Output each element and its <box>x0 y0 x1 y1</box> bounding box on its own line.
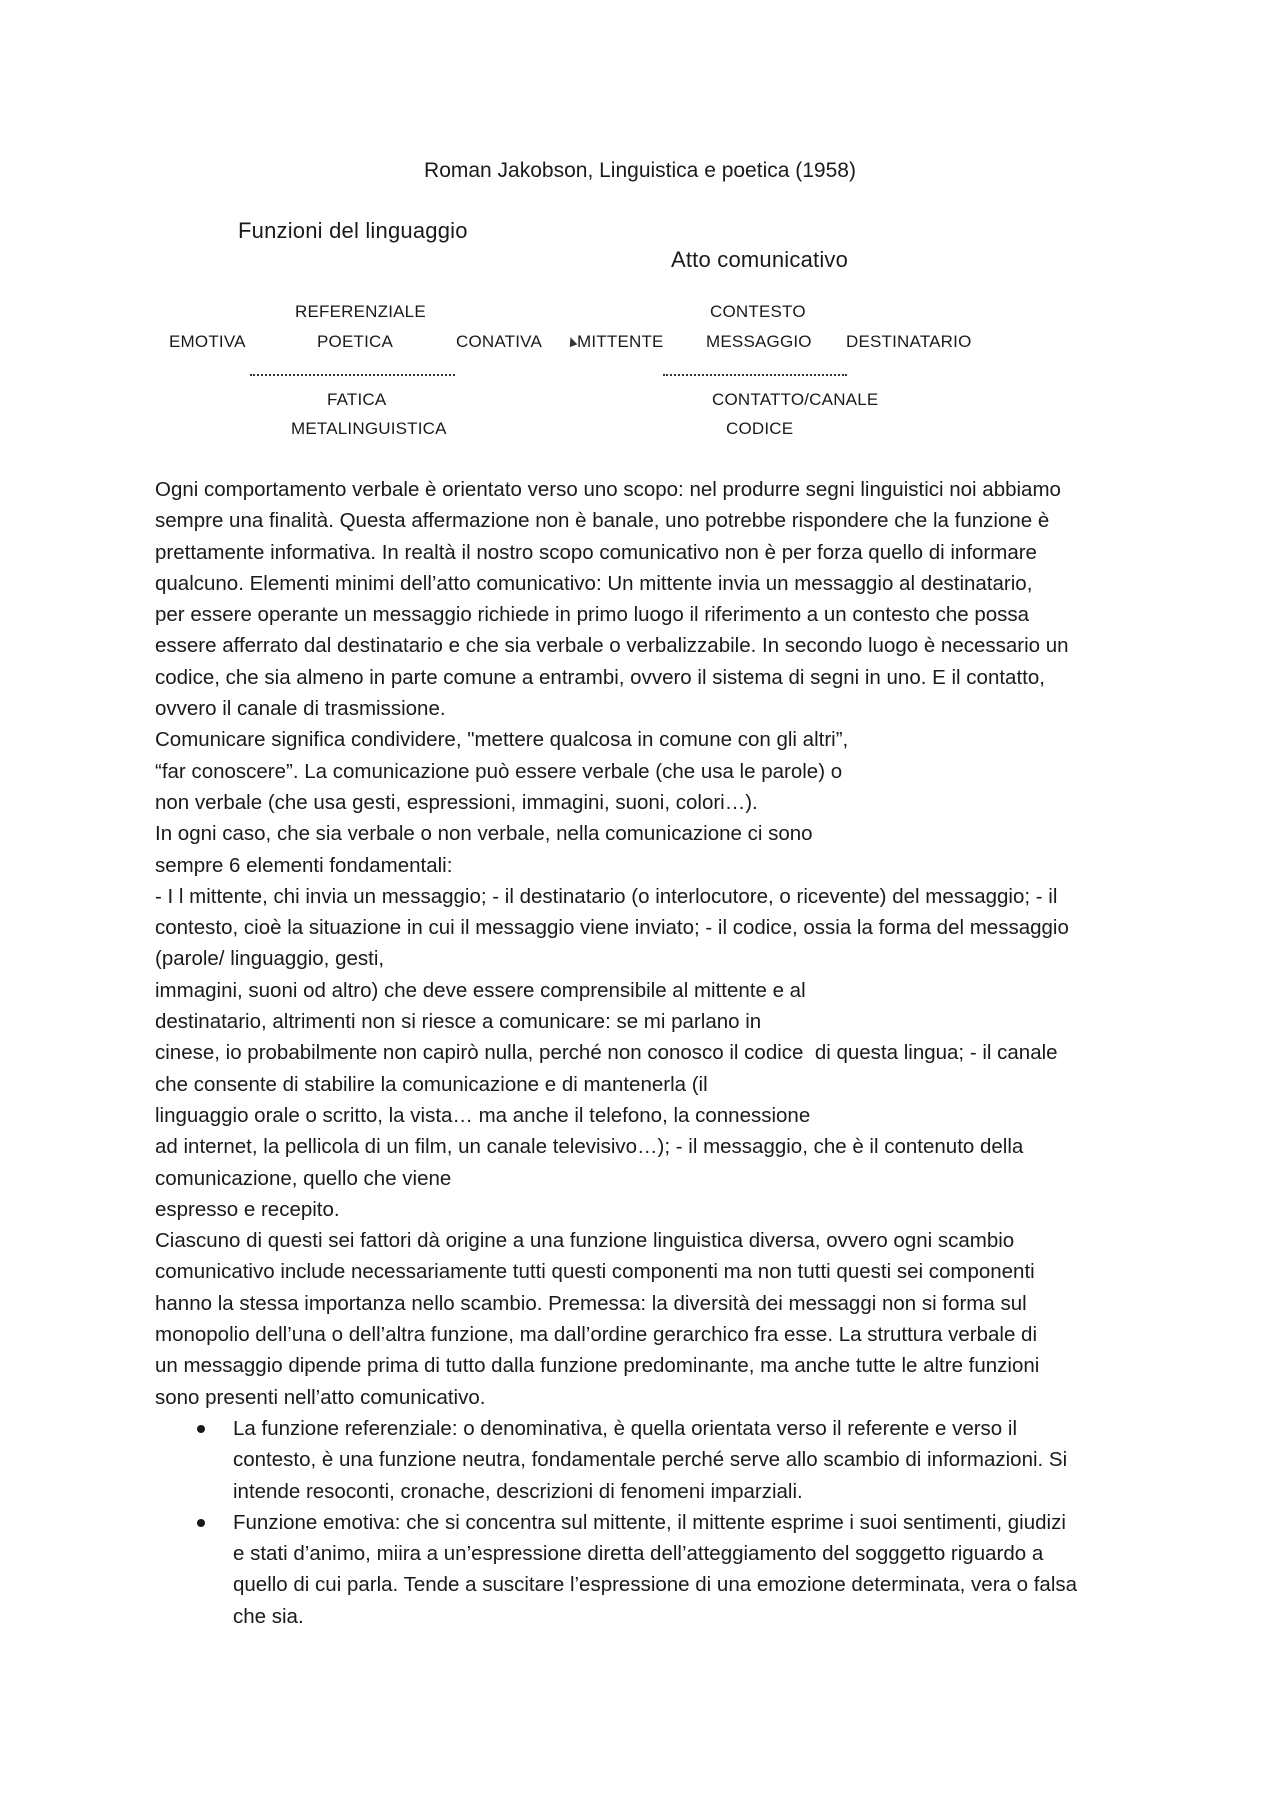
bullet-line: quello di cui parla. Tende a suscitare l’espressione di una emozione determinata, vera o falsa <box>233 1573 1078 1597</box>
body-text <box>155 474 1140 1632</box>
factor-destinatario: DESTINATARIO <box>846 332 972 351</box>
act-heading: Atto comunicativo <box>671 247 849 272</box>
body-line: “far conoscere”. La comunicazione può essere verbale (che usa le parole) o <box>155 759 843 783</box>
body-line: codice, che sia almeno in parte comune a entrambi, ovvero il sistema di segni in uno. E il contatto, <box>155 665 1045 689</box>
body-line: sono presenti nell’atto comunicativo. <box>155 1385 486 1409</box>
body-line: non verbale (che usa gesti, espressioni, immagini, suoni, colori…). <box>155 790 758 814</box>
jakobson-diagram <box>0 0 1280 460</box>
body-line: immagini, suoni od altro) che deve essere comprensibile al mittente e al <box>155 978 806 1002</box>
factor-messaggio: MESSAGGIO <box>706 332 812 351</box>
body-line: monopolio dell’una o dell’altra funzione, ma dall’ordine gerarchico fra esse. La struttura verbale di <box>155 1323 1038 1347</box>
factors-divider <box>663 374 847 376</box>
body-line: un messaggio dipende prima di tutto dalla funzione predominante, ma anche tutte le altre funzioni <box>155 1354 1040 1378</box>
bullet-item-referenziale <box>155 1413 1140 1507</box>
body-line: sempre una finalità. Questa affermazione non è banale, uno potrebbe rispondere che la funzione è <box>155 509 1050 533</box>
body-line: espresso e recepito. <box>155 1197 340 1221</box>
bullet-line: e stati d’animo, miira a un’espressione diretta dell’atteggiamento del sogggetto riguardo a <box>233 1542 1044 1566</box>
body-line: comunicativo include necessariamente tutti questi componenti ma non tutti questi sei componenti <box>155 1260 1035 1284</box>
function-fatica: FATICA <box>327 390 387 409</box>
pointer-icon <box>567 336 578 347</box>
body-line: Comunicare significa condividere, "mettere qualcosa in comune con gli altri”, <box>155 728 849 752</box>
bullet-line: La funzione referenziale: o denominativa, è quella orientata verso il referente e verso il <box>233 1416 1018 1440</box>
bullet-line: contesto, è una funzione neutra, fondamentale perché serve allo scambio di informazioni. Si <box>233 1448 1068 1472</box>
factor-mittente: MITTENTE <box>577 332 664 351</box>
function-metalinguistica: METALINGUISTICA <box>291 419 447 438</box>
body-line: prettamente informativa. In realtà il nostro scopo comunicativo non è per forza quello di informare <box>155 540 1037 564</box>
body-line: Ogni comportamento verbale è orientato verso uno scopo: nel produrre segni linguistici noi abbiamo <box>155 478 1061 501</box>
body-line: contesto, cioè la situazione in cui il messaggio viene inviato; - il codice, ossia la forma del messaggio <box>155 916 1069 940</box>
body-line: In ogni caso, che sia verbale o non verbale, nella comunicazione ci sono <box>155 822 813 846</box>
functions-heading: Funzioni del linguaggio <box>238 218 468 243</box>
body-line: sempre 6 elementi fondamentali: <box>155 853 453 877</box>
function-poetica: POETICA <box>317 332 394 351</box>
body-line: per essere operante un messaggio richiede in primo luogo il riferimento a un contesto che possa <box>155 603 1030 627</box>
bullet-line: che sia. <box>233 1604 304 1628</box>
body-line: che consente di stabilire la comunicazione e di mantenerla (il <box>155 1072 708 1096</box>
factor-contesto: CONTESTO <box>710 302 806 321</box>
body-line: - I l mittente, chi invia un messaggio; - il destinatario (o interlocutore, o ricevente) del messaggio; - il <box>155 884 1058 908</box>
body-line: hanno la stessa importanza nello scambio. Premessa: la diversità dei messaggi non si forma sul <box>155 1291 1027 1315</box>
body-line: destinatario, altrimenti non si riesce a comunicare: se mi parlano in <box>155 1010 762 1034</box>
document-title: Roman Jakobson, Linguistica e poetica (1958) <box>424 159 856 182</box>
body-line: essere afferrato dal destinatario e che sia verbale o verbalizzabile. In secondo luogo è necessario un <box>155 634 1069 658</box>
factor-contatto-canale: CONTATTO/CANALE <box>712 390 879 409</box>
body-line: ad internet, la pellicola di un film, un canale televisivo…); - il messaggio, che è il contenuto della <box>155 1135 1024 1159</box>
body-line: cinese, io probabilmente non capirò nulla, perché non conosco il codice di questa lingua; - il canale <box>155 1041 1058 1065</box>
bullet-item-emotiva <box>155 1507 1140 1632</box>
functions-divider <box>250 374 455 376</box>
body-line: (parole/ linguaggio, gesti, <box>155 947 385 971</box>
body-line: ovvero il canale di trasmissione. <box>155 697 446 721</box>
function-bullet-list <box>155 1413 1140 1632</box>
bullet-line: intende resoconti, cronache, descrizioni di fenomeni imparziali. <box>233 1479 803 1503</box>
bullet-icon <box>197 1519 205 1527</box>
body-line: comunicazione, quello che viene <box>155 1166 452 1190</box>
factor-codice: CODICE <box>726 419 794 438</box>
body-line: qualcuno. Elementi minimi dell’atto comunicativo: Un mittente invia un messaggio al destinatario, <box>155 571 1033 595</box>
function-emotiva: EMOTIVA <box>169 332 246 351</box>
body-line: Ciascuno di questi sei fattori dà origine a una funzione linguistica diversa, ovvero ogni scambio <box>155 1229 1015 1253</box>
body-line: linguaggio orale o scritto, la vista… ma anche il telefono, la connessione <box>155 1103 811 1127</box>
bullet-icon <box>197 1425 205 1433</box>
bullet-line: Funzione emotiva: che si concentra sul mittente, il mittente esprime i suoi sentimenti, giudizi <box>233 1510 1066 1534</box>
function-referenziale: REFERENZIALE <box>295 302 426 321</box>
function-conativa: CONATIVA <box>456 332 542 351</box>
